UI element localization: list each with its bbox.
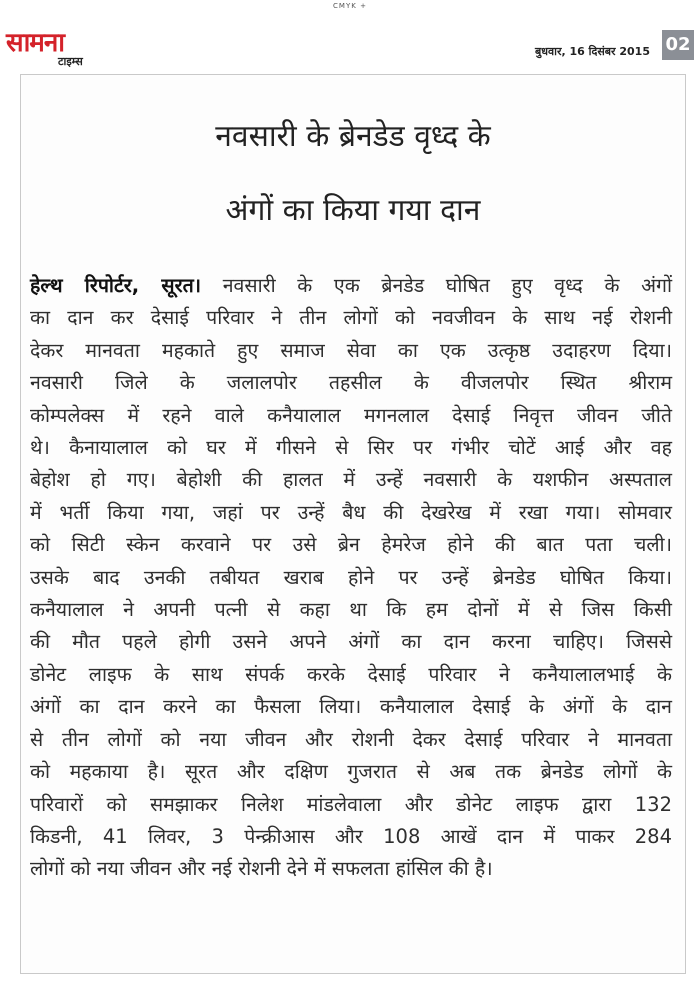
article-line: उसके बाद उनकी तबीयत खराब होने पर उन्हें ब्रेनडेड घोषित किया। (30, 565, 672, 589)
article-line: थे। कैनायालाल को घर में गीसने से सिर पर गंभीर चोटें आई और वह (30, 436, 672, 460)
issue-date: बुधवार, 16 दिसंबर 2015 (534, 45, 650, 58)
article-line: देकर मानवता महकाते हुए समाज सेवा का एक उत्कृष्ठ उदाहरण दिया। (30, 338, 672, 362)
newspaper-logo-subtitle: टाइम्स (58, 55, 83, 68)
article-line: से तीन लोगों को नया जीवन और रोशनी देकर देसाई परिवार ने मानवता (30, 727, 672, 751)
article-line (30, 270, 672, 302)
newspaper-masthead (6, 30, 116, 70)
article-body (30, 270, 672, 886)
article-line: को महकाया है। सूरत और दक्षिण गुजरात से अब तक ब्रेनडेड लोगों के (30, 760, 672, 784)
article-line: नवसारी जिले के जलालपोर तहसील के वीजलपोर स्थित श्रीराम (30, 371, 672, 395)
print-registration-marks: CMYK + (333, 2, 367, 10)
article-line: कनैयालाल ने अपनी पत्नी से कहा था कि हम दोनों में से जिस किसी (30, 598, 672, 622)
article-line: बेहोश हो गए। बेहोशी की हालत में उन्हें नवसारी के यशफीन अस्पताल (30, 468, 672, 492)
article-line: डोनेट लाइफ के साथ संपर्क करके देसाई परिवार ने कनैयालालभाई के (30, 662, 672, 686)
headline-line-2: अंगों का किया गया दान (225, 193, 481, 228)
article-line: लोगों को नया जीवन और नई रोशनी देने में सफलता हांसिल की है। (30, 857, 493, 881)
article-line: को सिटी स्केन करवाने पर उसे ब्रेन हेमरेज होने की बात पता चली। (30, 533, 672, 557)
article-headline (20, 100, 686, 248)
article-line: की मौत पहले होगी उसने अपने अंगों का दान करना चाहिए। जिससे (30, 630, 672, 654)
article-line: का दान कर देसाई परिवार ने तीन लोगों को नवजीवन के साथ नई रोशनी (30, 306, 672, 330)
article-line-text: नवसारी के एक ब्रेनडेड घोषित हुए वृध्द के अंगों (201, 274, 672, 297)
page-number-badge: 02 (662, 30, 694, 60)
newspaper-logo: सामना (6, 28, 65, 58)
article-line: कोम्पलेक्स में रहने वाले कनैयालाल मगनलाल देसाई निवृत्त जीवन जीते (30, 403, 672, 427)
headline-line-1: नवसारी के ब्रेनडेड वृध्द के (215, 119, 491, 154)
article-byline: हेल्थ रिपोर्टर, सूरत। (30, 274, 202, 297)
article-line: परिवारों को समझाकर निलेश मांडलेवाला और डोनेट लाइफ द्वारा 132 (30, 792, 672, 816)
article-line: किडनी, 41 लिवर, 3 पेन्क्रीआस और 108 आखें दान में पाकर 284 (30, 824, 672, 848)
article-line: अंगों का दान करने का फैसला लिया। कनैयालाल देसाई के अंगों के दान (30, 695, 672, 719)
article-line: में भर्ती किया गया, जहां पर उन्हें बैध की देखरेख में रखा गया। सोमवार (30, 500, 672, 524)
